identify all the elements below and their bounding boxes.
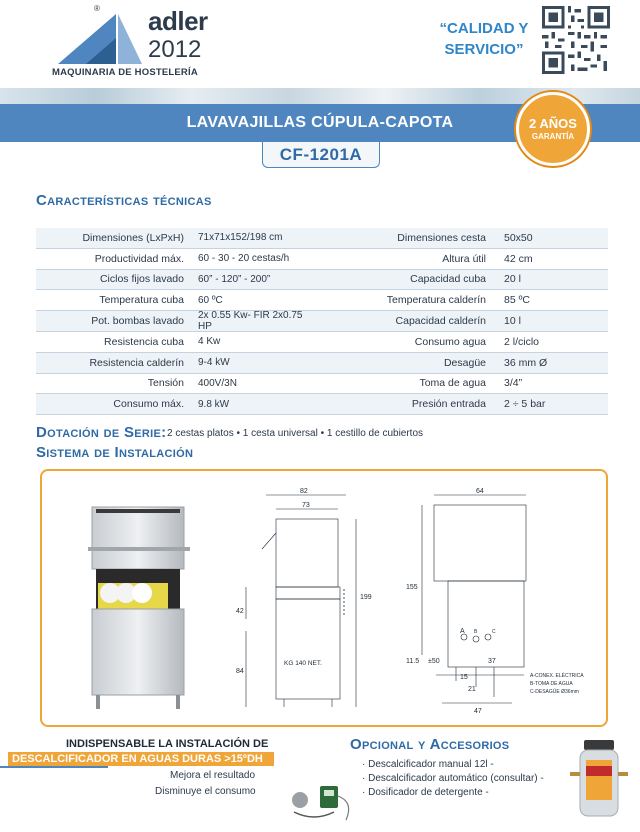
front-dim-3: 15 [460, 674, 468, 681]
front-dim-5: 21 [468, 686, 476, 693]
warranty-years: 2 AÑOS [529, 116, 577, 131]
indispensable-line-2: DESCALCIFICADOR EN AGUAS DURAS >15ºDH [8, 752, 274, 766]
front-dim-1: 11.5 [406, 658, 420, 665]
spec-value: 2 l/ciclo [504, 335, 540, 348]
front-legend-a: A-CONEX. ELÉCTRICA [530, 673, 584, 679]
header [0, 0, 640, 88]
side-height-base: 84 [236, 668, 244, 675]
spec-label: Consumo agua [414, 335, 486, 348]
slogan-line-1: “CALIDAD Y [439, 20, 529, 37]
spec-value: 10 l [504, 315, 521, 328]
spec-row [36, 228, 608, 249]
opcional-heading [350, 736, 509, 753]
spec-value: 2x 0.55 Kw- FIR 2x0.75 HP [198, 310, 303, 333]
accessory-item: · Descalcificador automático (consultar) - [362, 773, 544, 784]
dishwasher-photo [86, 503, 196, 715]
spec-label: Ciclos fijos lavado [99, 273, 184, 286]
spec-value: 9.8 kW [198, 398, 230, 410]
front-dim-2: ±50 [428, 658, 440, 665]
front-label-c: C [492, 629, 496, 635]
spec-label: Temperatura cuba [99, 294, 184, 307]
logo-triangle-icon [56, 12, 144, 66]
spec-label: Tensión [147, 377, 184, 390]
spec-value: 20 l [504, 273, 521, 286]
opcional-list [362, 758, 544, 800]
spec-value: 3/4” [504, 377, 523, 390]
slogan-line-2: SERVICIO” [444, 41, 524, 58]
spec-row [36, 249, 608, 270]
spec-value: 36 mm Ø [504, 356, 548, 369]
product-model: CF-1201A [262, 142, 380, 168]
side-view-drawing [226, 485, 376, 721]
spec-label: Temperatura calderín [386, 294, 486, 307]
warranty-badge [516, 92, 590, 166]
side-width-inner: 73 [302, 502, 310, 509]
side-height-total: 199 [360, 594, 372, 601]
side-height-open: 42 [236, 608, 244, 615]
specs-heading-text: Características técnicas [36, 192, 212, 209]
indispensable-line-1: INDISPENSABLE LA INSTALACIÓN DE [66, 738, 269, 750]
indispensable-line-4: Disminuye el consumo [155, 786, 256, 797]
spec-label: Desagüe [443, 356, 486, 369]
spec-row [36, 353, 608, 374]
accessory-item: · Descalcificador manual 12l - [362, 759, 494, 770]
spec-value: 60” - 120” - 200” [198, 273, 271, 285]
spec-label: Dimensiones (LxPxH) [82, 231, 184, 244]
spec-label: Capacidad calderín [395, 315, 486, 328]
softener-photo [566, 736, 632, 824]
spec-label: Dimensiones cesta [397, 231, 486, 244]
spec-row [36, 270, 608, 291]
front-legend-b: B-TOMA DE AGUA [530, 681, 573, 687]
sistema-heading [36, 444, 193, 461]
slogan [428, 18, 540, 60]
spec-value: 42 cm [504, 252, 533, 265]
brand-year: 2012 [148, 36, 202, 63]
dotacion-heading [36, 424, 166, 441]
spec-row [36, 332, 608, 353]
side-width-outer: 82 [300, 488, 308, 495]
side-weight-label: KG 140 NET. [284, 660, 322, 667]
front-label-b: B [474, 629, 478, 635]
spec-label: Productividad máx. [94, 252, 184, 265]
brand-subtitle: MAQUINARIA DE HOSTELERÍA [52, 67, 198, 78]
dotacion-heading-text: Dotación de Serie: [36, 424, 167, 441]
front-dim-4: 37 [488, 658, 496, 665]
divider-line [0, 766, 108, 768]
spec-label: Toma de agua [419, 377, 486, 390]
spec-row [36, 394, 608, 415]
warranty-label: GARANTÍA [531, 132, 575, 141]
product-title: LAVAVAJILLAS CÚPULA-CAPOTA [186, 114, 454, 131]
registered-mark: ® [94, 4, 100, 13]
spec-row [36, 311, 608, 332]
spec-row [36, 290, 608, 311]
spec-row [36, 374, 608, 395]
spec-label: Capacidad cuba [410, 273, 486, 286]
spec-value: 9-4 kW [198, 357, 230, 369]
sistema-heading-text: Sistema de Instalación [36, 444, 194, 461]
spec-value: 2 ÷ 5 bar [504, 398, 546, 411]
front-height: 155 [406, 584, 418, 591]
brand-name: adler [148, 6, 208, 36]
spec-value: 71x71x152/198 cm [198, 232, 283, 244]
brand-logo [52, 4, 212, 82]
front-label-a: A [460, 628, 465, 635]
front-width: 64 [476, 488, 484, 495]
accessories-photo [284, 772, 362, 828]
specs-heading [36, 192, 212, 209]
spec-value: 400V/3N [198, 377, 237, 389]
spec-label: Resistencia cuba [104, 335, 184, 348]
qr-code-icon [542, 6, 610, 74]
spec-label: Presión entrada [411, 398, 486, 411]
front-view-drawing [406, 485, 602, 721]
opcional-heading-text: Opcional y Accesorios [350, 736, 510, 753]
front-dim-6: 47 [474, 708, 482, 715]
specs-table [36, 228, 608, 415]
spec-value: 60 - 30 - 20 cestas/h [198, 253, 290, 265]
spec-label: Pot. bombas lavado [91, 315, 184, 328]
installation-panel [40, 469, 608, 727]
spec-value: 50x50 [504, 231, 533, 244]
spec-value: 60 ºC [198, 294, 223, 306]
spec-label: Resistencia calderín [89, 356, 184, 369]
indispensable-line-3: Mejora el resultado [170, 770, 256, 781]
accessory-item: · Dosificador de detergente - [362, 787, 489, 798]
spec-label: Altura útil [442, 252, 486, 265]
spec-value: 85 ºC [504, 294, 531, 307]
front-legend-c: C-DESAGÜE Ø36mm [530, 689, 579, 695]
spec-value: 4 Kw [198, 336, 221, 348]
dotacion-text: 2 cestas platos • 1 cesta universal • 1 cestillo de cubiertos [167, 428, 424, 439]
spec-label: Consumo máx. [113, 398, 184, 411]
